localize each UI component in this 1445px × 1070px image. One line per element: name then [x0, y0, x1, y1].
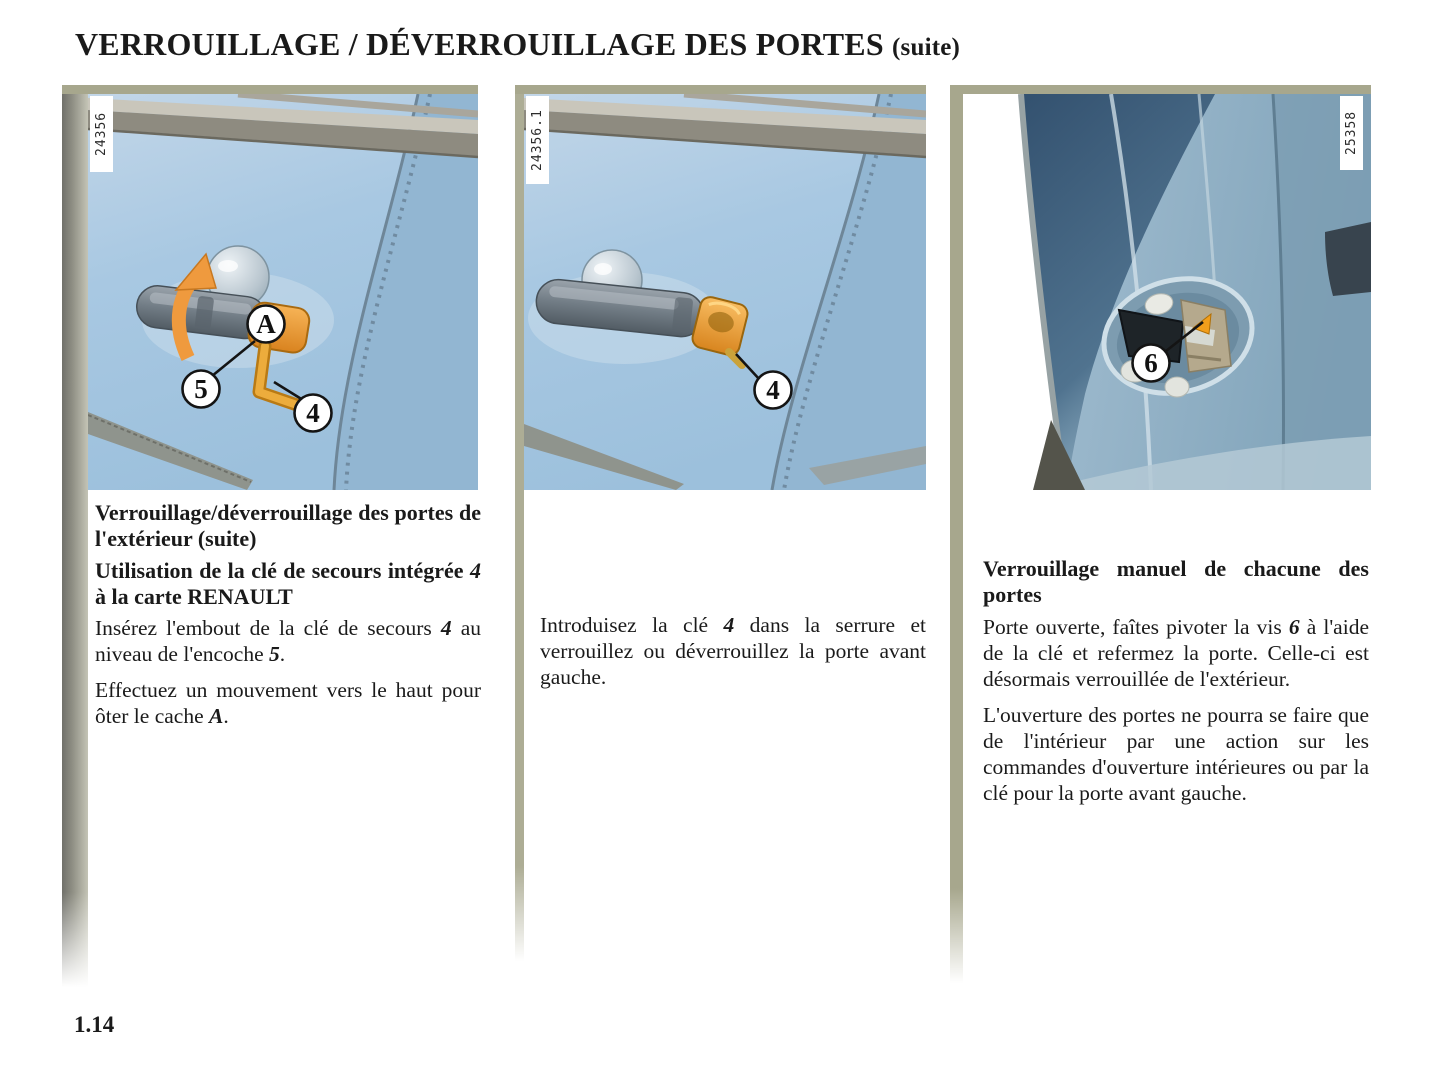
paragraph-insert-lock: Introduisez la clé 4 dans la serrure et verrouillez ou déverrouillez la porte avant gauche. [540, 613, 927, 689]
column-rule-3 [950, 85, 963, 983]
callout-6 [1133, 345, 1170, 382]
svg-text:A: A [256, 309, 276, 339]
figure-top-border-3 [950, 85, 1371, 94]
callout-4 [295, 395, 332, 432]
page-title-text: VERROUILLAGE / DÉVERROUILLAGE DES PORTES [75, 26, 884, 62]
page-number: 1.14 [74, 1012, 115, 1037]
subheading-emergency-key: Utilisation de la clé de secours intégrée 4 à la carte RENAULT [95, 558, 481, 609]
column-3-text [983, 556, 1369, 816]
column-rule-1 [62, 85, 88, 987]
heading-exterior-locking: Verrouillage/déverrouillage des portes de l'extérieur (suite) [95, 500, 481, 551]
figure-door-handle-cover [88, 94, 478, 490]
paragraph-remove-cover: Effectuez un mouvement vers le haut pour ôter le cache A. [95, 678, 481, 728]
figure-door-edge-lock [963, 94, 1371, 490]
page-title [75, 26, 960, 63]
callout-A [248, 306, 285, 343]
svg-text:4: 4 [306, 398, 320, 428]
figure-ref-1: 24356 [90, 96, 113, 172]
column-1-text [95, 500, 481, 739]
column-rule-2 [515, 85, 524, 961]
door-handle-illustration [88, 94, 478, 490]
callout-5 [183, 371, 220, 408]
svg-text:6: 6 [1144, 348, 1158, 378]
figure-key-in-lock [524, 94, 926, 490]
door-edge-illustration [963, 94, 1371, 490]
figure-ref-2: 24356.1 [526, 96, 549, 184]
page-title-suffix: (suite) [892, 34, 961, 61]
figure-top-border-2 [515, 85, 926, 94]
heading-manual-locking: Verrouillage manuel de chacune des portes [983, 556, 1369, 607]
paragraph-pivot-screw: Porte ouverte, faîtes pivoter la vis 6 à l'aide de la clé et refermez la porte. Celle-ci est désormais verrouillée de l'extérieur. [983, 615, 1369, 691]
svg-text:4: 4 [766, 375, 780, 405]
column-2-text [540, 612, 926, 700]
svg-text:5: 5 [194, 374, 208, 404]
paragraph-insert-key: Insérez l'embout de la clé de secours 4 au niveau de l'encoche 5. [95, 616, 481, 666]
key-in-lock-illustration [524, 94, 926, 490]
figure-ref-3: 25358 [1340, 96, 1363, 170]
figure-top-border-1 [62, 85, 478, 94]
callout-4 [755, 372, 792, 409]
paragraph-opening-inside: L'ouverture des portes ne pourra se faire que de l'intérieur par une action sur les commandes d'ouverture intérieures ou par la clé pour la porte avant gauche. [983, 703, 1369, 805]
